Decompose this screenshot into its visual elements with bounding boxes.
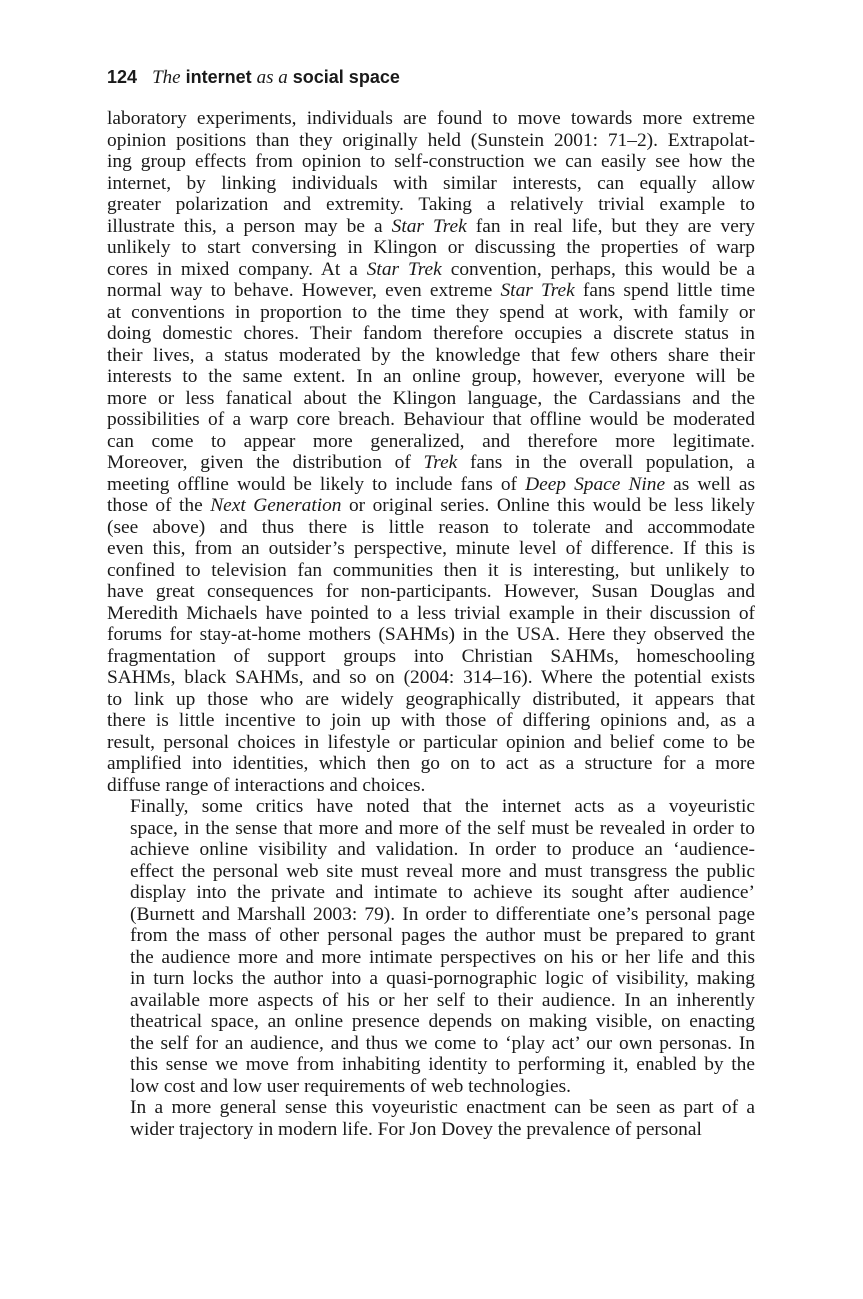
text-line: achieve online visibility and validation. In order to produce an ‘audience- bbox=[130, 839, 755, 860]
text-line: laboratory experiments, individuals are found to move towards more extreme bbox=[107, 108, 755, 129]
text-line: more or less fanatical about the Klingon language, the Cardassians and the bbox=[107, 387, 755, 409]
text-line: the audience more and more intimate perspectives on his or her life and this bbox=[130, 946, 755, 968]
text-line: have great consequences for non-participants. However, Susan Douglas and bbox=[107, 581, 755, 602]
text-line: this sense we move from inhabiting identity to performing it, enabled by the bbox=[130, 1054, 755, 1075]
text-line: Moreover, given the distribution of Trek fans in the overall population, a bbox=[107, 452, 755, 473]
text-line: to link up those who are widely geographically distributed, it appears that bbox=[107, 688, 755, 710]
running-title-italic-as-a: as a bbox=[256, 67, 288, 88]
text-line: interests to the same extent. In an online group, however, everyone will be bbox=[107, 366, 755, 387]
text-line: the self for an audience, and thus we come to ‘play act’ our own personas. In bbox=[130, 1032, 755, 1054]
text-line: (see above) and thus there is little reason to tolerate and accommodate bbox=[107, 516, 755, 538]
text-line: available more aspects of his or her self to their audience. In an inherently bbox=[130, 989, 755, 1011]
text-line: result, personal choices in lifestyle or particular opinion and belief come to be bbox=[107, 731, 755, 753]
body-text bbox=[107, 108, 755, 1140]
text-line: forums for stay-at-home mothers (SAHMs) in the USA. Here they observed the bbox=[107, 624, 755, 645]
paragraph bbox=[107, 1097, 755, 1140]
text-line: Meredith Michaels have pointed to a less trivial example in their discussion of bbox=[107, 602, 755, 624]
text-line: amplified into identities, which then go on to act as a structure for a more bbox=[107, 753, 755, 774]
text-line: Finally, some critics have noted that the internet acts as a voyeuristic bbox=[130, 796, 755, 817]
text-line: can come to appear more generalized, and therefore more legitimate. bbox=[107, 430, 755, 452]
text-line: wider trajectory in modern life. For Jon Dovey the prevalence of personal bbox=[130, 1118, 702, 1140]
text-line: cores in mixed company. At a Star Trek convention, perhaps, this would be a bbox=[107, 258, 755, 280]
running-head bbox=[107, 66, 400, 89]
text-line: illustrate this, a person may be a Star Trek fan in real life, but they are very bbox=[107, 215, 755, 237]
running-title-italic-the: The bbox=[152, 67, 181, 88]
text-line: meeting offline would be likely to include fans of Deep Space Nine as well as bbox=[107, 473, 756, 495]
running-title-internet: internet bbox=[185, 67, 252, 87]
text-line: possibilities of a warp core breach. Behaviour that offline would be moderated bbox=[107, 409, 755, 430]
text-line: even this, from an outsider’s perspective, minute level of difference. If this is bbox=[107, 538, 755, 559]
text-line: effect the personal web site must reveal more and must transgress the public bbox=[130, 860, 755, 882]
text-line: ing group effects from opinion to self-construction we can easily see how the bbox=[107, 151, 755, 172]
running-title-social-space: social space bbox=[292, 67, 400, 87]
text-line: space, in the sense that more and more of the self must be revealed in order to bbox=[130, 817, 755, 839]
text-line: greater polarization and extremity. Taking a relatively trivial example to bbox=[107, 194, 755, 215]
text-line: SAHMs, black SAHMs, and so on (2004: 314–16). Where the potential exists bbox=[107, 667, 755, 688]
text-line: those of the Next Generation or original series. Online this would be less likely bbox=[107, 495, 756, 516]
text-line: their lives, a status moderated by the knowledge that few others share their bbox=[107, 344, 755, 366]
text-line: from the mass of other personal pages the author must be prepared to grant bbox=[130, 925, 755, 946]
text-line: low cost and low user requirements of web technologies. bbox=[130, 1075, 572, 1097]
text-line: In a more general sense this voyeuristic enactment can be seen as part of a bbox=[130, 1097, 755, 1118]
text-line: doing domestic chores. Their fandom therefore occupies a discrete status in bbox=[107, 323, 755, 344]
text-line: fragmentation of support groups into Christian SAHMs, homeschooling bbox=[107, 645, 755, 667]
paragraph bbox=[107, 796, 755, 1097]
text-line: in turn locks the author into a quasi-pornographic logic of visibility, making bbox=[130, 968, 755, 989]
text-line: unlikely to start conversing in Klingon or discussing the properties of warp bbox=[107, 237, 755, 258]
paragraph bbox=[107, 108, 755, 796]
text-line: there is little incentive to join up with those of differing opinions and, as a bbox=[107, 710, 755, 731]
text-line: theatrical space, an online presence depends on making visible, on enacting bbox=[130, 1011, 755, 1032]
text-line: (Burnett and Marshall 2003: 79). In order to differentiate one’s personal page bbox=[130, 903, 755, 925]
text-line: display into the private and intimate to achieve its sought after audience’ bbox=[130, 882, 755, 903]
text-line: normal way to behave. However, even extreme Star Trek fans spend little time bbox=[107, 280, 755, 301]
text-line: confined to television fan communities then it is interesting, but unlikely to bbox=[107, 559, 755, 581]
text-line: at conventions in proportion to the time they spend at work, with family or bbox=[107, 301, 755, 323]
text-line: internet, by linking individuals with similar interests, can equally allow bbox=[107, 172, 755, 194]
text-line: diffuse range of interactions and choices. bbox=[107, 774, 426, 796]
page-number: 124 bbox=[107, 67, 138, 87]
text-line: opinion positions than they originally held (Sunstein 2001: 71–2). Extrapolat- bbox=[107, 129, 755, 151]
